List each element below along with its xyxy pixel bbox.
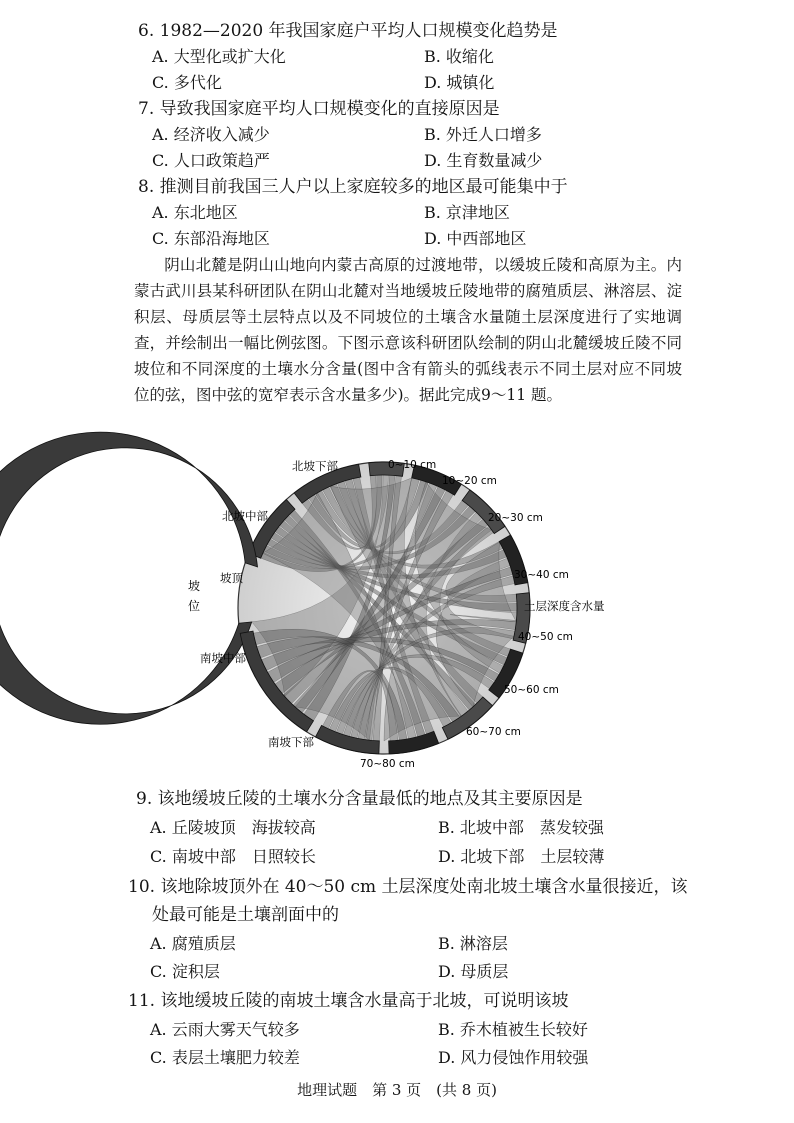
depth-label-5: 40~50 cm: [518, 631, 573, 643]
q7-stem: 7. 导致我国家庭平均人口规模变化的直接原因是: [138, 99, 500, 119]
q8-option-d[interactable]: D. 中西部地区: [424, 229, 527, 248]
q10-option-d[interactable]: D. 母质层: [438, 962, 509, 981]
q11-stem: 11. 该地缓坡丘陵的南坡土壤含水量高于北坡，可说明该坡: [128, 991, 569, 1011]
depth-label-3: 20~30 cm: [488, 512, 543, 524]
q6-option-c[interactable]: C. 多代化: [152, 73, 222, 92]
q6-option-a[interactable]: A. 大型化或扩大化: [152, 47, 286, 66]
q7-option-d[interactable]: D. 生育数量减少: [424, 151, 543, 170]
q7-option-a[interactable]: A. 经济收入减少: [152, 125, 270, 144]
depth-label-6: 50~60 cm: [504, 684, 559, 696]
depth-label-4: 30~40 cm: [514, 569, 569, 581]
q6-option-d[interactable]: D. 城镇化: [424, 73, 495, 92]
q10-option-c[interactable]: C. 淀积层: [150, 962, 220, 981]
q11-option-b[interactable]: B. 乔木植被生长较好: [438, 1020, 588, 1039]
q9-option-b[interactable]: B. 北坡中部 蒸发较强: [438, 818, 604, 837]
q11-option-a[interactable]: A. 云雨大雾天气较多: [150, 1020, 300, 1039]
position-arc-3: [0, 432, 258, 724]
q8-option-c[interactable]: C. 东部沿海地区: [152, 229, 270, 248]
q6-option-b[interactable]: B. 收缩化: [424, 47, 494, 66]
position-label-2: 北坡中部: [222, 509, 268, 523]
q6-stem: 6. 1982—2020 年我国家庭户平均人口规模变化趋势是: [138, 21, 558, 41]
page-footer: 地理试题 第 3 页 (共 8 页): [297, 1081, 497, 1099]
q8-stem: 8. 推测目前我国三人户以上家庭较多的地区最可能集中于: [138, 177, 568, 197]
right-group-title: 土层深度含水量: [524, 599, 605, 613]
left-group-title-char-2: 位: [188, 599, 201, 613]
position-label-5: 南坡下部: [268, 735, 314, 749]
q9-option-a[interactable]: A. 丘陵坡顶 海拔较高: [150, 818, 316, 837]
q7-option-b[interactable]: B. 外迁人口增多: [424, 125, 542, 144]
position-label-1: 北坡下部: [292, 459, 338, 473]
depth-label-8: 70~80 cm: [360, 758, 415, 770]
q9-stem: 9. 该地缓坡丘陵的土壤水分含量最低的地点及其主要原因是: [136, 789, 583, 809]
q8-option-a[interactable]: A. 东北地区: [152, 203, 238, 222]
left-group-title-char-1: 坡: [188, 579, 201, 593]
depth-label-1: 0~10 cm: [388, 459, 437, 471]
q9-option-d[interactable]: D. 北坡下部 土层较薄: [438, 847, 605, 866]
depth-label-2: 10~20 cm: [442, 475, 497, 487]
q11-option-c[interactable]: C. 表层土壤肥力较差: [150, 1048, 300, 1067]
position-label-3: 坡顶: [220, 571, 243, 585]
q8-option-b[interactable]: B. 京津地区: [424, 203, 510, 222]
position-label-4: 南坡中部: [200, 651, 246, 665]
depth-label-7: 60~70 cm: [466, 726, 521, 738]
q10-option-b[interactable]: B. 淋溶层: [438, 934, 508, 953]
q7-option-c[interactable]: C. 人口政策趋严: [152, 151, 270, 170]
q9-option-c[interactable]: C. 南坡中部 日照较长: [150, 847, 316, 866]
q10-option-a[interactable]: A. 腐殖质层: [150, 934, 236, 953]
q10-stem: 10. 该地除坡顶外在 40～50 cm 土层深度处南北坡土壤含水量很接近，该: [128, 877, 688, 897]
passage-text: 阴山北麓是阴山山地向内蒙古高原的过渡地带，以缓坡丘陵和高原为主。内蒙古武川县某科研团队在阴山北麓对当地缓坡丘陵地带的腐殖质层、淋溶层、淀积层、母质层等土层特点以及不同坡位的土壤含水量随土层深度进行了实地调查，并绘制出一幅比例弦图。下图示意该科研团队绘制的阴山北麓缓坡丘陵不同坡位和不同深度的土壤水分含量(图中含有箭头的弧线表示不同土层对应不同坡位的弦，图中弦的宽窄表示含水量多少)。据此完成9～11 题。: [134, 256, 682, 404]
q11-option-d[interactable]: D. 风力侵蚀作用较强: [438, 1048, 589, 1067]
q10-stem-continued: 处最可能是土壤剖面中的: [152, 905, 339, 925]
